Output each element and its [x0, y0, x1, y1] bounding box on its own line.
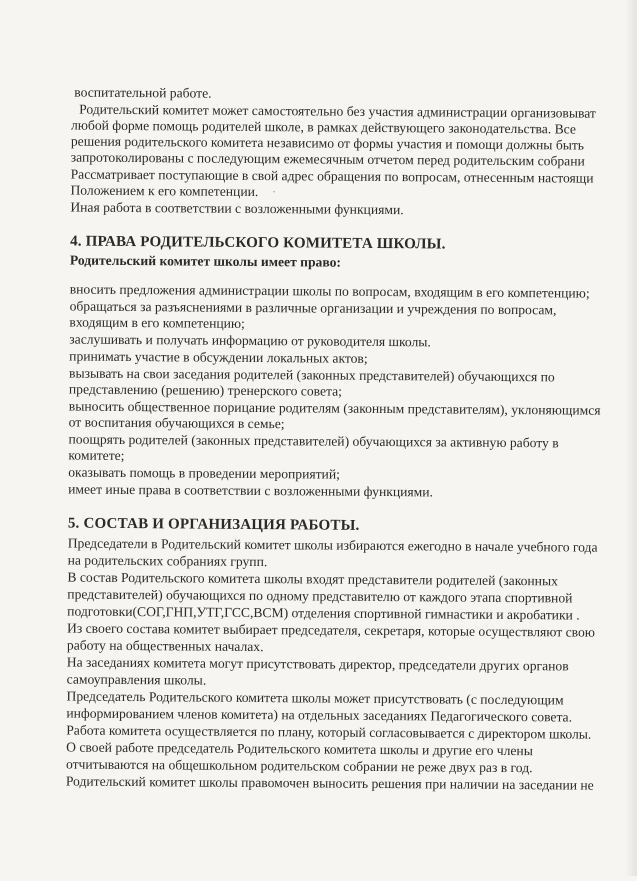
paragraph-line: Рассматривает поступающие в свой адрес обращения по вопросам, отнесенным настоящи [70, 166, 594, 186]
list-item: принимать участие в обсуждении локальных актов; [69, 348, 368, 366]
paragraph-line: самоуправления школы. [66, 671, 207, 688]
section-4-subtitle: Родительский комитет школы имеет право: [69, 252, 342, 270]
paragraph-line: подготовки(СОГ,ГНП,УТГ,ГСС,ВСМ) отделения спортивной гимнастики и акробатики . [67, 603, 580, 623]
list-item: поощрять родителей (законных представителей) обучающихся за активную работу в [68, 431, 559, 451]
paragraph-line: Работа комитета осуществляется по плану, который согласовывается с директором школы. [66, 722, 592, 742]
paragraph-line: О своей работе председатель Родительского комитета школы и другие его члены [66, 739, 533, 759]
paragraph-line: запротоколированы с последующим ежемесячным отчетом перед родительским собрани [70, 149, 585, 169]
list-item: выносить общественное порицание родителям (законным представителям), уклоняющимся [68, 398, 601, 418]
paragraph-line: Председатели в Родительский комитет школы избираются ежегодно в начале учебного года [67, 535, 598, 555]
scan-speck: · [258, 184, 277, 200]
paragraph-line: воспитательной работе. [74, 84, 212, 101]
paragraph-line: представителей) обучающихся по одному представителю от каждого этапа спортивной [67, 586, 573, 606]
paragraph-line: На заседаниях комитета могут присутствовать директор, председатели других органов [66, 654, 569, 674]
paragraph-line: В состав Родительского комитета школы входят представители родителей (законных [67, 569, 558, 589]
paragraph-line: Иная работа в соответствии с возложенными функциями. [70, 199, 404, 218]
list-item: от воспитания обучающихся в семье; [68, 414, 285, 432]
scan-shadow [625, 0, 637, 876]
list-item: заслушивать и получать информацию от руководителя школы. [69, 331, 431, 350]
paragraph-line: на родительских собраниях групп. [67, 552, 268, 570]
paragraph-line: Председатель Родительского комитета школы может присутствовать (с последующим [66, 688, 564, 708]
list-item: имеет иные права в соответствии с возложенными функциями. [68, 481, 434, 500]
paragraph-line: работу на общественных началах. [66, 637, 264, 655]
paragraph-text: Положением к его компетенции. [70, 182, 259, 200]
paragraph-line: любой форме помощь родителей школе, в рамках действующего законодательства. Все [70, 117, 576, 137]
list-item: представлению (решению) тренерского совета; [68, 381, 343, 399]
paragraph-line: Из своего состава комитет выбирает председателя, секретаря, которые осуществляют свою [67, 620, 596, 640]
list-item: вносить предложения администрации школы по вопросам, входящим в его компетенцию; [69, 281, 590, 301]
section-5-title: 5. СОСТАВ И ОРГАНИЗАЦИЯ РАБОТЫ. [67, 515, 360, 534]
paragraph-line: решения родительского комитета независимо от формы участия и помощи должны быть [70, 133, 585, 153]
paragraph-line: информированием членов комитета) на отдельных заседаниях Педагогического совета. [66, 705, 573, 725]
list-item: входящим в его компетенцию; [69, 314, 245, 331]
section-4-title: 4. ПРАВА РОДИТЕЛЬСКОГО КОМИТЕТА ШКОЛЫ. [70, 233, 446, 253]
list-item: обращаться за разъяснениями в различные организации и учреждения по вопросам, [69, 298, 557, 318]
paragraph-line: Родительский комитет может самостоятельно без участия администрации организовыват [79, 101, 596, 121]
paragraph-line: отчитываются на общешкольном родительском собрании не реже двух раз в год. [65, 756, 533, 776]
paragraph-line: Родительский комитет школы правомочен выносить решения при наличии на заседании не [65, 773, 594, 793]
paragraph-line [70, 183, 276, 201]
list-item: вызывать на свои заседания родителей (законных представителей) обучающихся по [69, 365, 555, 385]
list-item: оказывать помощь в проведении мероприятий; [68, 464, 340, 482]
list-item: комитете; [68, 447, 125, 463]
